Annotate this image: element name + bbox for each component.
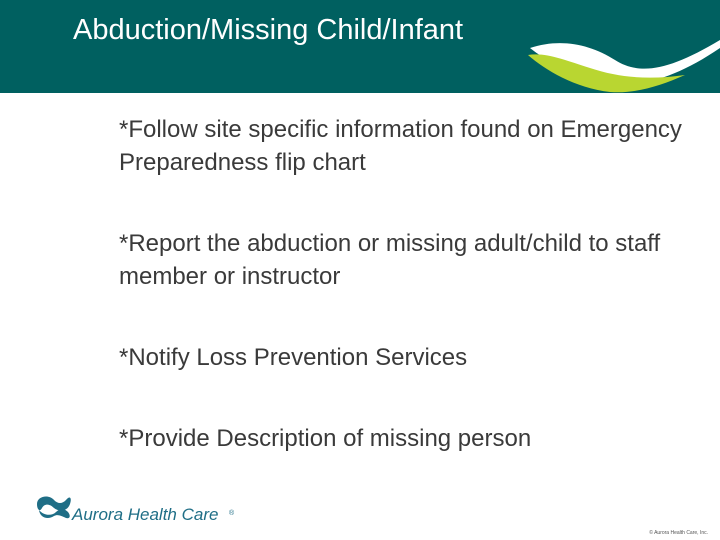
logo-text: Aurora Health Care <box>72 505 219 524</box>
bullet-item: *Follow site specific information found on Emergency Preparedness flip chart <box>119 116 682 176</box>
slide-title: Abduction/Missing Child/Infant <box>73 14 464 46</box>
swoosh-graphic <box>520 30 720 100</box>
registered-mark: ® <box>229 510 235 517</box>
bullet-item: *Provide Description of missing person <box>119 425 532 452</box>
bullet-item: *Report the abduction or missing adult/child to staff member or instructor <box>119 230 661 290</box>
copyright-notice: © Aurora Health Care, Inc. <box>649 530 708 536</box>
bullet-item: *Notify Loss Prevention Services <box>119 344 468 371</box>
